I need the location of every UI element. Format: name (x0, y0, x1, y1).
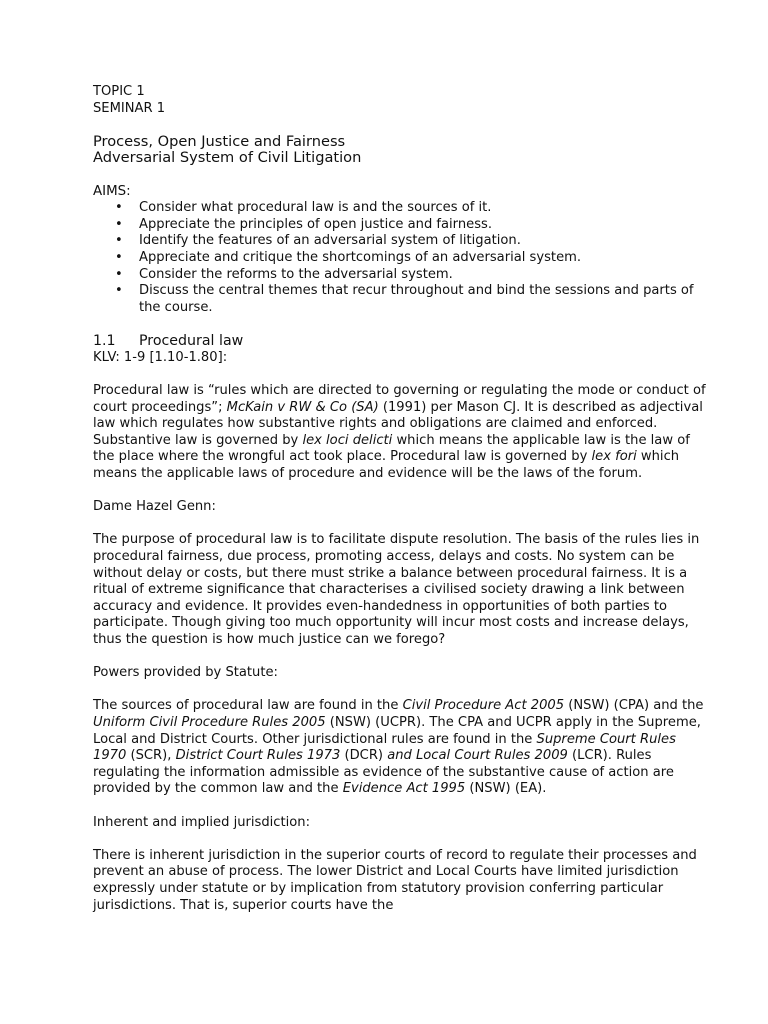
paragraph-text: (NSW) (CPA) and the (564, 698, 704, 714)
statute-citation: District Court Rules 1973 (175, 748, 341, 764)
document-title: Process, Open Justice and Fairness (93, 132, 346, 150)
statute-citation: and Local Court Rules 2009 (387, 748, 568, 764)
list-item (93, 250, 708, 267)
aim-text: Appreciate and critique the shortcomings of an adversarial system. (139, 249, 582, 265)
list-item (93, 217, 708, 234)
document-subtitle: Adversarial System of Civil Litigation (93, 149, 362, 167)
statute-citation: Supreme Court Rules 1970 (93, 731, 676, 764)
statute-citation: Uniform Civil Procedure Rules 2005 (93, 714, 326, 730)
section-reference: KLV: 1-9 [1.10-1.80]: (93, 349, 228, 365)
list-item (93, 233, 708, 250)
genn-paragraph: The purpose of procedural law is to facilitate dispute resolution. The basis of the rules lies in procedural fairness, due process, promoting access, delays and costs. No system can be without delay or costs, but there must strike a balance between procedural fairness. It is a ritual of extreme significance that characterises a civilised society drawing a link between accuracy and evidence. It provides even-handedness in opportunities of both parties to participate. Though giving too much opportunity will incur most costs and increase delays, thus the question is how much justice can we forego? (93, 532, 700, 647)
paragraph-text: (NSW) (EA). (465, 781, 547, 797)
jurisdiction-paragraph: There is inherent jurisdiction in the superior courts of record to regulate their processes and prevent an abuse of process. The lower District and Local Courts have limited jurisdiction expressly under statute or by implication from statutory provision conferring particular jurisdictions. That is, superior courts have the (93, 847, 697, 913)
aim-text: Discuss the central themes that recur throughout and bind the sessions and parts of the course. (139, 283, 694, 315)
aim-text: Identify the features of an adversarial system of litigation. (139, 233, 521, 249)
paragraph-text: Procedural law is “rules which are directed to governing or regulating the mode or conduct of court proceedings”; (93, 383, 706, 415)
bullet-icon: • (115, 283, 123, 299)
case-citation: McKain v RW & Co (SA) (226, 399, 379, 415)
bullet-icon: • (115, 216, 123, 232)
latin-term: lex fori (591, 449, 637, 465)
paragraph-text: (1991) per Mason CJ. It is described as adjectival law which regulates how substantive rights and obligations are claimed and enforced. Substantive law is governed by (93, 399, 703, 448)
aims-section (93, 184, 708, 317)
bullet-icon: • (115, 200, 123, 216)
statute-citation: Civil Procedure Act 2005 (402, 698, 565, 714)
paragraph-text: (LCR). Rules regulating the information admissible as evidence of the substantive cause of action are provided by the common law and the (93, 748, 674, 797)
topic-label: TOPIC 1 (93, 84, 145, 99)
paragraph-text: (DCR) (340, 748, 388, 764)
aim-text: Consider the reforms to the adversarial system. (139, 266, 453, 282)
statute-paragraph (93, 698, 708, 798)
section-heading (93, 333, 708, 350)
title-block (93, 134, 708, 167)
paragraph-text: (NSW) (UCPR). The CPA and UCPR apply in the Supreme, Local and District Courts. Other jurisdictional rules are found in the (93, 714, 701, 747)
section-title: Procedural law (139, 332, 244, 349)
aims-heading: AIMS: (93, 183, 131, 199)
aim-text: Consider what procedural law is and the sources of it. (139, 200, 492, 216)
procedural-law-section (93, 333, 708, 367)
topic-header (93, 84, 708, 117)
jurisdiction-label: Inherent and implied jurisdiction: (93, 814, 310, 830)
aim-text: Appreciate the principles of open justice and fairness. (139, 216, 493, 232)
paragraph-text: The sources of procedural law are found in the (93, 698, 403, 714)
list-item (93, 267, 708, 284)
paragraph-text: (SCR), (126, 748, 176, 764)
latin-term: lex loci delicti (302, 432, 393, 448)
statute-citation: Evidence Act 1995 (342, 781, 466, 797)
bullet-icon: • (115, 233, 123, 249)
genn-label: Dame Hazel Genn: (93, 499, 216, 515)
list-item (93, 283, 708, 316)
list-item (93, 200, 708, 217)
paragraph-text: which means the applicable law is the law of the place where the wrongful act took place. Procedural law is governed by (93, 432, 690, 465)
aims-list (93, 200, 708, 316)
paragraph-text: which means the applicable laws of procedure and evidence will be the laws of the forum. (93, 449, 680, 482)
section-number: 1.1 (93, 332, 116, 349)
procedural-law-paragraph (93, 383, 708, 483)
statute-label: Powers provided by Statute: (93, 665, 278, 681)
bullet-icon: • (115, 249, 123, 265)
bullet-icon: • (115, 266, 123, 282)
seminar-label: SEMINAR 1 (93, 100, 166, 116)
